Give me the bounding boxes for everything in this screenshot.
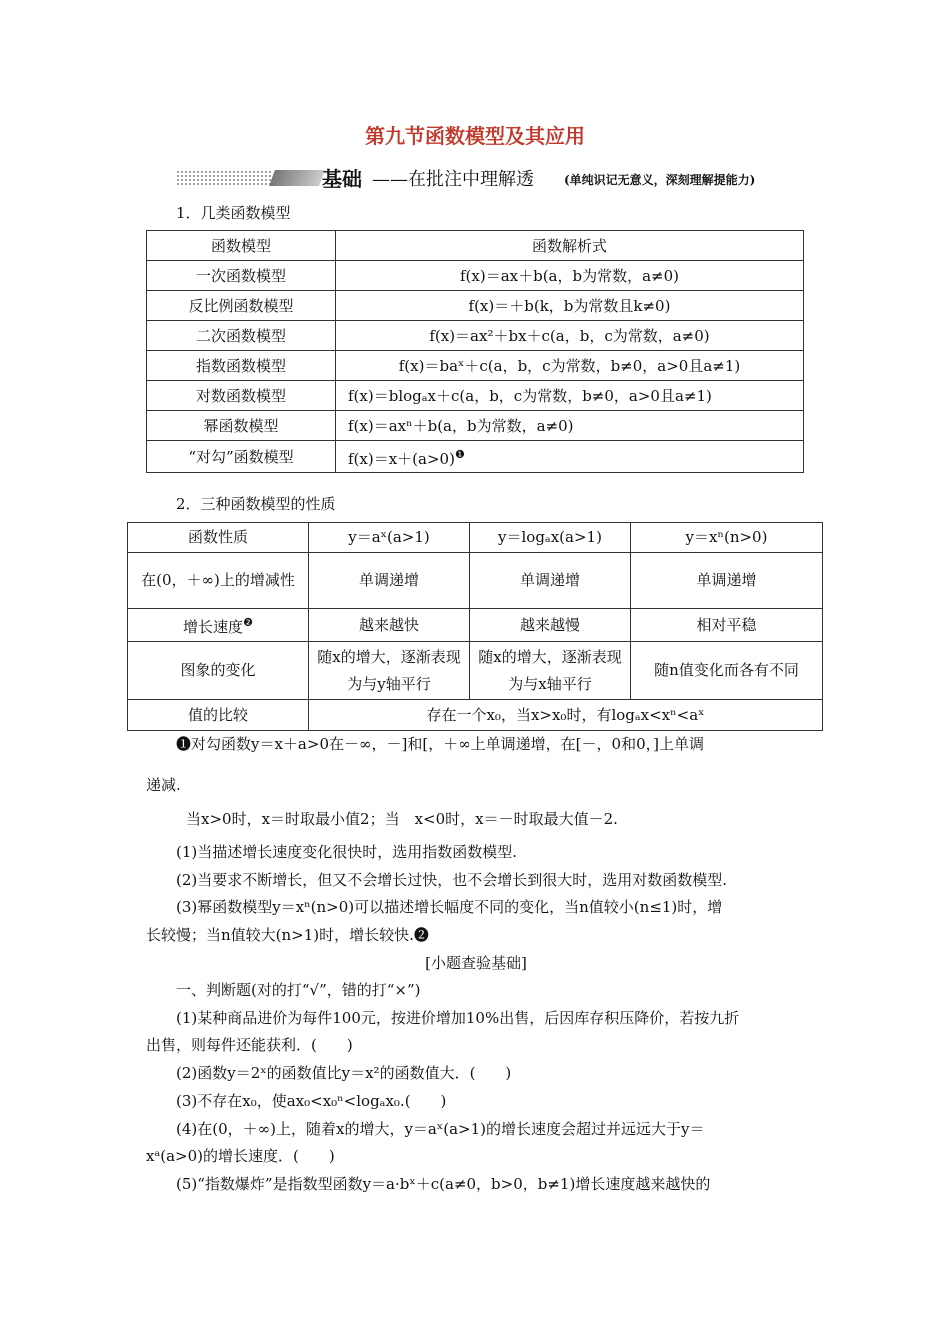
- table-cell: [336, 441, 804, 473]
- note-1b: 递减.: [146, 776, 181, 794]
- table-cell: 随x的增大，逐渐表现为与y轴平行: [309, 642, 470, 700]
- table-cell: 图象的变化: [128, 642, 309, 700]
- table-cell: 单调递增: [470, 553, 631, 609]
- table-row: [147, 381, 804, 411]
- table-cell: f(x)＝axⁿ＋b(a，b为常数，a≠0): [336, 411, 804, 441]
- question-3: (3)不存在x₀，使ax₀<x₀ⁿ<logₐx₀.( ): [176, 1092, 447, 1110]
- table-cell: 指数函数模型: [147, 351, 336, 381]
- note-3: (1)当描述增长速度变化很快时，选用指数函数模型.: [176, 843, 518, 861]
- table-cell-text: 增长速度: [183, 618, 244, 636]
- table-cell-text: f(x)＝x＋(a>0): [348, 449, 455, 468]
- table-header-cell: y＝logₐx(a>1): [470, 523, 631, 553]
- question-5: (5)“指数爆炸”是指数型函数y＝a·bˣ＋c(a≠0，b>0，b≠1)增长速度越来越快的: [176, 1175, 711, 1193]
- table-cell: 在(0，＋∞)上的增减性: [128, 553, 309, 609]
- table-header-row: [147, 231, 804, 261]
- table-cell: f(x)＝baˣ＋c(a，b，c为常数，b≠0，a>0且a≠1): [336, 351, 804, 381]
- table-cell: 相对平稳: [631, 609, 823, 642]
- note-1a: ❶对勾函数y＝x＋a>0在－∞，－]和[，＋∞上单调递增，在[－，0和0，]上单调: [176, 735, 704, 753]
- question-1b: 出售，则每件还能获利．( ): [146, 1036, 353, 1054]
- table-cell: f(x)＝blogₐx＋c(a，b，c为常数，b≠0，a>0且a≠1): [336, 381, 804, 411]
- table-cell: 单调递增: [631, 553, 823, 609]
- table-cell: 二次函数模型: [147, 321, 336, 351]
- question-4b: xᵃ(a>0)的增长速度．( ): [146, 1147, 335, 1165]
- table-cell: f(x)＝ax²＋bx＋c(a，b，c为常数，a≠0): [336, 321, 804, 351]
- table-header-cell: y＝xⁿ(n>0): [631, 523, 823, 553]
- table-header-row: [128, 523, 823, 553]
- section-banner: [176, 163, 806, 191]
- table-row: [128, 642, 823, 700]
- note-2: 当x>0时，x＝时取最小值2；当 x<0时，x＝－时取最大值－2.: [186, 810, 618, 828]
- table-cell: 单调递增: [309, 553, 470, 609]
- table-row: [147, 261, 804, 291]
- banner-sub: ——在批注中理解透: [372, 169, 534, 190]
- table-header-cell: 函数模型: [147, 231, 336, 261]
- table-cell: 值的比较: [128, 700, 309, 731]
- table-cell: 幂函数模型: [147, 411, 336, 441]
- table-row: [128, 553, 823, 609]
- table-row: [147, 441, 804, 473]
- table-cell: 越来越慢: [470, 609, 631, 642]
- table-cell: 存在一个x₀，当x>x₀时，有logₐx<xⁿ<aˣ: [309, 700, 823, 731]
- table-cell: 随n值变化而各有不同: [631, 642, 823, 700]
- table-row: [147, 291, 804, 321]
- table-cell: 随x的增大，逐渐表现为与x轴平行: [470, 642, 631, 700]
- table-cell: 对数函数模型: [147, 381, 336, 411]
- banner-bar: [269, 170, 325, 186]
- table-row: [147, 321, 804, 351]
- annotation-mark-1: ❶: [454, 447, 465, 461]
- function-models-table: [146, 230, 804, 473]
- page-title: 第九节函数模型及其应用: [365, 124, 585, 148]
- table-header-cell: 函数解析式: [336, 231, 804, 261]
- note-4: (2)当要求不断增长，但又不会增长过快，也不会增长到很大时，选用对数函数模型.: [176, 871, 728, 889]
- table-header-cell: y＝aˣ(a>1): [309, 523, 470, 553]
- table-row: [147, 411, 804, 441]
- section2-heading: 2．三种函数模型的性质: [176, 495, 336, 513]
- table-header-cell: 函数性质: [128, 523, 309, 553]
- quiz-heading: [小题查验基础]: [425, 954, 527, 972]
- question-4a: (4)在(0，＋∞)上，随着x的增大，y＝aˣ(a>1)的增长速度会超过并远远大于y＝: [176, 1120, 705, 1138]
- banner-note: (单纯识记无意义，深刻理解提能力): [564, 173, 756, 187]
- table-cell: “对勾”函数模型: [147, 441, 336, 473]
- table-cell: 一次函数模型: [147, 261, 336, 291]
- question-1a: (1)某种商品进价为每件100元，按进价增加10%出售，后因库存积压降价，若按九折: [176, 1009, 740, 1027]
- table-cell: 越来越快: [309, 609, 470, 642]
- annotation-mark-2: ❷: [243, 616, 253, 629]
- table-cell: [128, 609, 309, 642]
- table-row: [147, 351, 804, 381]
- table-cell: f(x)＝ax＋b(a，b为常数，a≠0): [336, 261, 804, 291]
- question-2: (2)函数y＝2ˣ的函数值比y＝x²的函数值大．( ): [176, 1064, 512, 1082]
- properties-table: [127, 522, 823, 731]
- note-5b: 长较慢；当n值较大(n>1)时，增长较快.❷: [146, 926, 429, 944]
- note-5a: (3)幂函数模型y＝xⁿ(n>0)可以描述增长幅度不同的变化，当n值较小(n≤1)时，增: [176, 898, 723, 916]
- quiz-intro: 一、判断题(对的打“√”，错的打“×”): [176, 981, 421, 999]
- section1-heading: 1．几类函数模型: [176, 204, 291, 222]
- table-row: [128, 700, 823, 731]
- table-row: [128, 609, 823, 642]
- table-cell: 反比例函数模型: [147, 291, 336, 321]
- banner-main: 基础: [322, 167, 362, 191]
- table-cell: f(x)＝＋b(k，b为常数且k≠0): [336, 291, 804, 321]
- banner-dots: [176, 170, 271, 186]
